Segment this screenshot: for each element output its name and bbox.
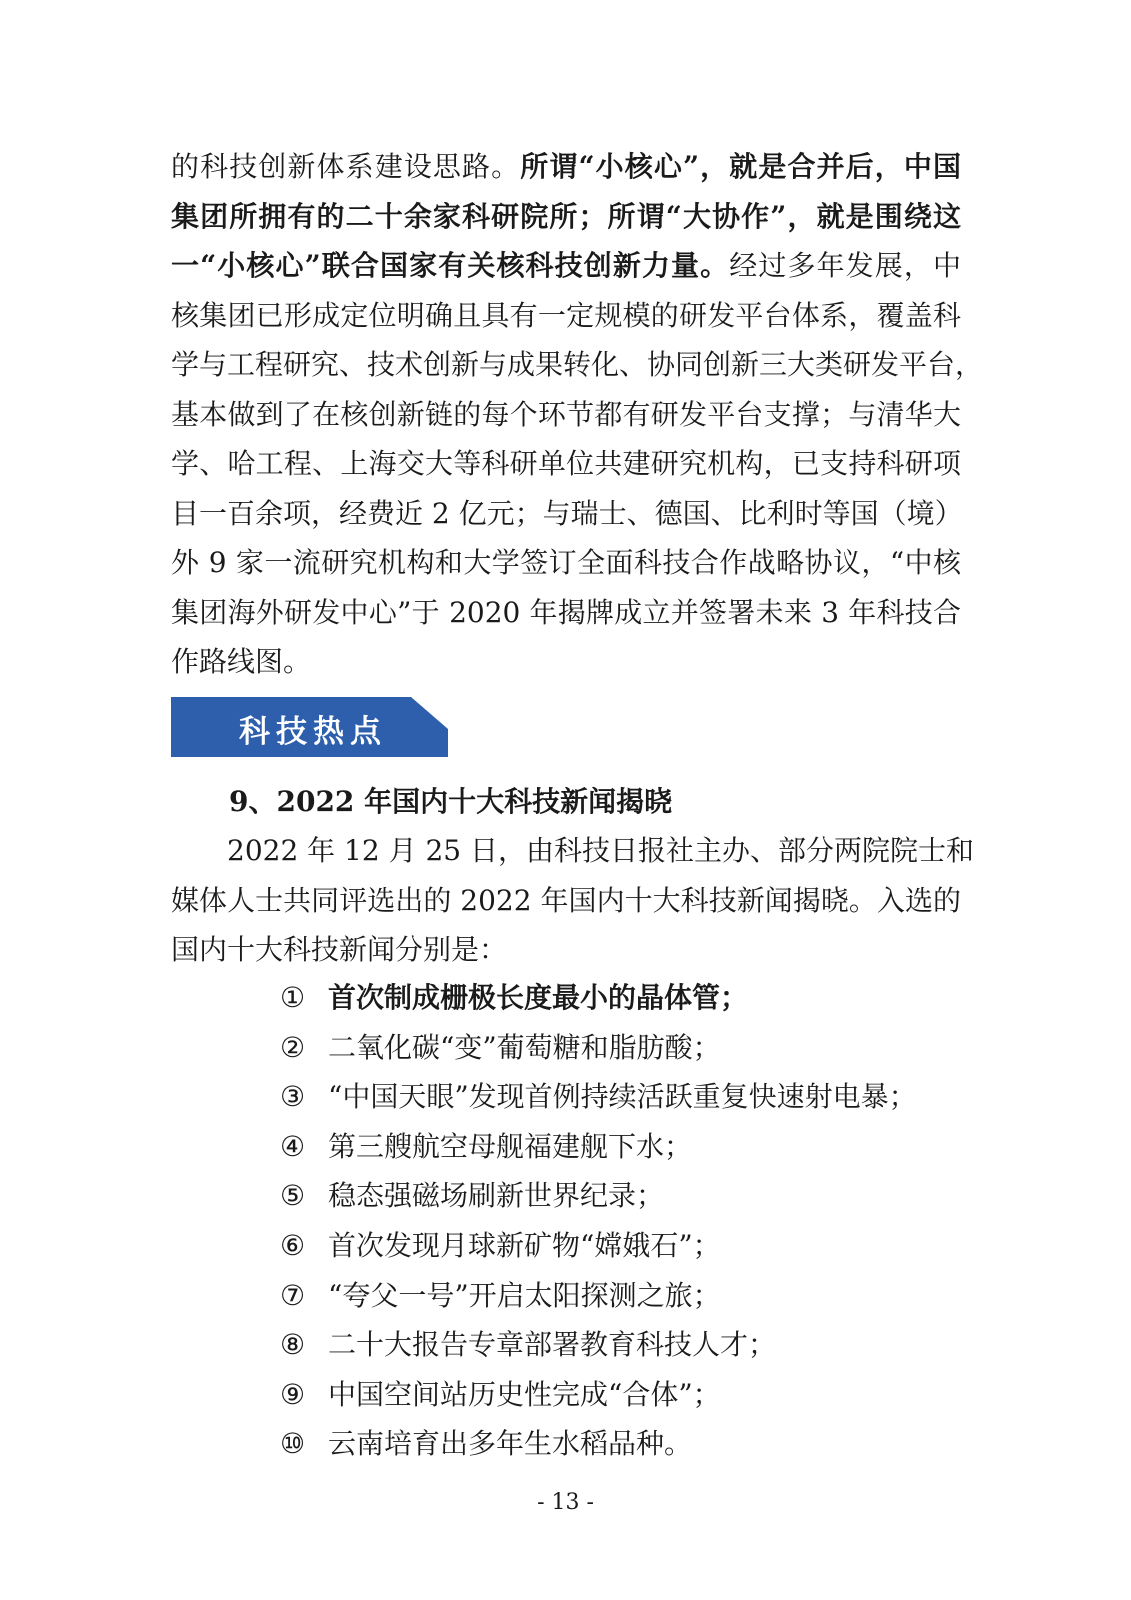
paragraph-line: 目一百余项，经费近 2 亿元；与瑞士、德国、比利时等国（境） bbox=[171, 496, 963, 530]
item-number: ② bbox=[280, 1030, 306, 1064]
item-text: 云南培育出多年生水稻品种。 bbox=[328, 1427, 693, 1461]
item-text: “夸父一号”开启太阳探测之旅； bbox=[328, 1278, 721, 1312]
list-item bbox=[280, 1171, 980, 1221]
text-run-bold: 一“小核心”联合国家有关核科技创新力量。 bbox=[171, 249, 730, 282]
item-text: 稳态强磁场刷新世界纪录； bbox=[328, 1179, 665, 1213]
list-item bbox=[280, 973, 980, 1023]
intro-paragraph bbox=[171, 142, 984, 687]
paragraph-line: 基本做到了在核创新链的每个环节都有研发平台支撑；与清华大 bbox=[171, 397, 961, 431]
item-number: ⑧ bbox=[280, 1328, 306, 1362]
list-item bbox=[280, 1023, 980, 1073]
item-number: ⑦ bbox=[280, 1278, 306, 1312]
list-item bbox=[280, 1221, 980, 1271]
item-text: “中国天眼”发现首例持续活跃重复快速射电暴； bbox=[328, 1080, 917, 1114]
item-number: ⑤ bbox=[280, 1179, 306, 1213]
list-item bbox=[280, 1320, 980, 1370]
paragraph-line bbox=[171, 142, 961, 192]
paragraph-line: 国内十大科技新闻分别是： bbox=[171, 933, 508, 966]
news-intro-paragraph bbox=[171, 826, 975, 975]
item-text: 第三艘航空母舰福建舰下水； bbox=[328, 1129, 693, 1163]
text-run: 的科技创新体系建设思路。 bbox=[171, 150, 521, 183]
item-text: 二十大报告专章部署教育科技人才； bbox=[328, 1328, 777, 1362]
paragraph-line: 集团海外研发中心”于 2020 年揭牌成立并签署未来 3 年科技合 bbox=[171, 595, 961, 629]
paragraph-line: 核集团已形成定位明确且具有一定规模的研发平台体系，覆盖科 bbox=[171, 298, 961, 332]
text-run: 经过多年发展，中 bbox=[729, 249, 961, 282]
text-run-bold: 集团所拥有的二十余家科研院所；所谓“大协作”，就是围绕这 bbox=[171, 199, 961, 233]
item-text: 首次发现月球新矿物“嫦娥石”； bbox=[328, 1228, 721, 1262]
news-heading: 9、2022 年国内十大科技新闻揭晓 bbox=[229, 785, 673, 818]
page-number: - 13 - bbox=[537, 1490, 594, 1515]
item-text: 首次制成栅极长度最小的晶体管； bbox=[328, 981, 749, 1014]
section-banner-label: 科技热点 bbox=[239, 714, 387, 750]
list-item bbox=[280, 1271, 980, 1321]
item-number: ① bbox=[280, 981, 306, 1014]
paragraph-line: 学、哈工程、上海交大等科研单位共建研究机构，已支持科研项 bbox=[171, 447, 961, 480]
paragraph-line: 外 9 家一流研究机构和大学签订全面科技合作战略协议，“中核 bbox=[171, 546, 961, 579]
paragraph-line bbox=[171, 192, 961, 242]
item-text: 二氧化碳“变”葡萄糖和脂肪酸； bbox=[328, 1030, 721, 1064]
list-item bbox=[280, 1072, 980, 1122]
paragraph-line: 作路线图。 bbox=[171, 645, 312, 678]
list-item bbox=[280, 1419, 980, 1469]
item-text: 中国空间站历史性完成“合体”； bbox=[328, 1377, 721, 1411]
list-item bbox=[280, 1122, 980, 1172]
item-number: ④ bbox=[280, 1129, 306, 1163]
item-number: ⑩ bbox=[280, 1427, 306, 1461]
paragraph-line bbox=[171, 241, 961, 291]
item-number: ⑨ bbox=[280, 1377, 306, 1411]
item-number: ⑥ bbox=[280, 1228, 306, 1262]
paragraph-line: 媒体人士共同评选出的 2022 年国内十大科技新闻揭晓。入选的 bbox=[171, 883, 961, 917]
section-banner bbox=[171, 697, 448, 757]
news-list bbox=[280, 973, 980, 1469]
paragraph-line: 学与工程研究、技术创新与成果转化、协同创新三大类研发平台， bbox=[171, 348, 984, 381]
item-number: ③ bbox=[280, 1080, 306, 1114]
text-run-bold: 所谓“小核心”，就是合并后，中国 bbox=[520, 150, 961, 183]
paragraph-line: 2022 年 12 月 25 日，由科技日报社主办、部分两院院士和 bbox=[171, 834, 975, 867]
list-item bbox=[280, 1370, 980, 1420]
